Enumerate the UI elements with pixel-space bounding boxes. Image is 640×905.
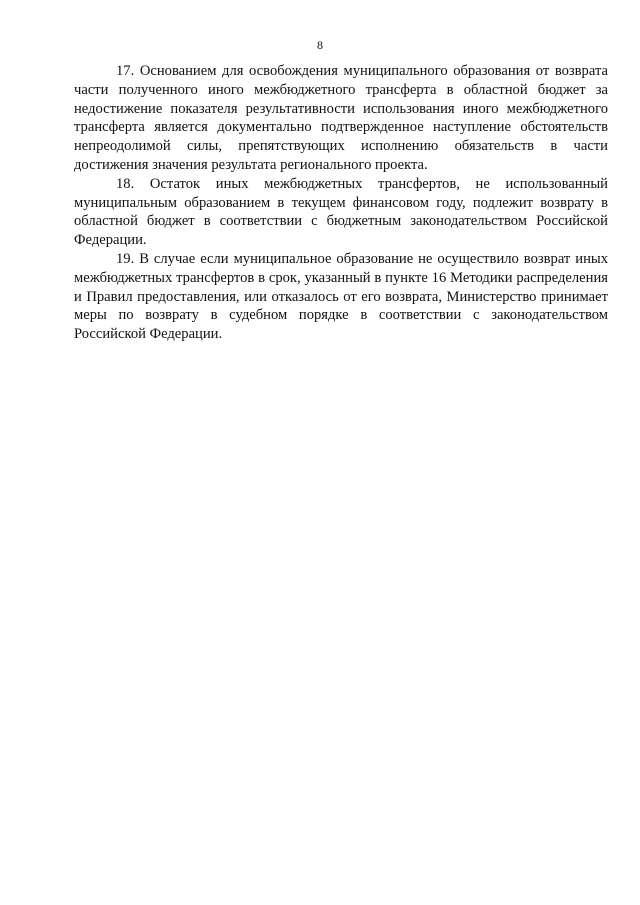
paragraph-19: 19. В случае если муниципальное образование не осуществило возврат иных межбюджетных трансфертов в срок, указанный в пункте 16 Методики распределения и Правил предоставления, или отказалось от его возврата, Министерство принимает меры по возврату в судебном порядке в соответствии с законодательством Российской Федерации. (74, 250, 608, 343)
paragraph-17: 17. Основанием для освобождения муниципального образования от возврата части полученного иного межбюджетного трансферта в областной бюджет за недостижение показателя результативности использования иного межбюджетного трансферта является документально подтвержденное наступление обстоятельств непреодолимой силы, препятствующих исполнению обязательств в части достижения значения результата регионального проекта. (74, 63, 608, 173)
paragraph-18: 18. Остаток иных межбюджетных трансфертов, не использованный муниципальным образованием в текущем финансовом году, подлежит возврату в областной бюджет в соответствии с бюджетным законодательством Российской Федерации. (74, 175, 608, 249)
page-number: 8 (317, 38, 323, 52)
document-body (74, 62, 608, 344)
